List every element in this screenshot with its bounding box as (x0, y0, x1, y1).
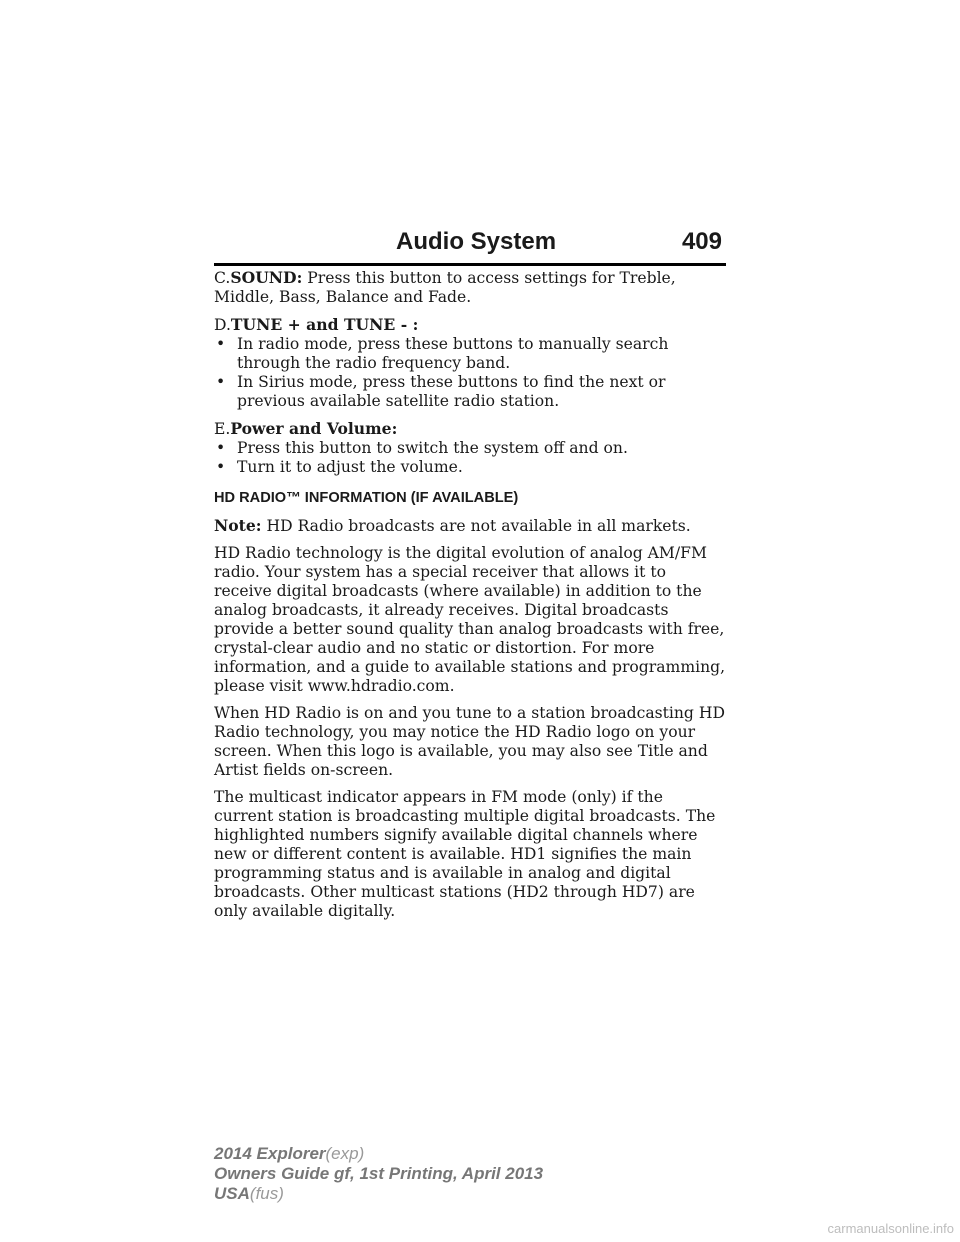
item-c (214, 268, 726, 307)
list-item (214, 458, 726, 477)
note-text: HD Radio broadcasts are not available in all markets. (266, 517, 691, 535)
watermark: carmanualsonline.info (827, 1221, 954, 1236)
footer-line-3 (214, 1184, 543, 1204)
bullet-text: Turn it to adjust the volume. (237, 458, 463, 476)
section-title: Audio System (396, 228, 557, 255)
footer-market-code: (fus) (249, 1184, 284, 1203)
item-d (214, 315, 726, 335)
item-e-bullet-list (214, 439, 726, 477)
paragraph-hd-technology: HD Radio technology is the digital evolution of analog AM/FM radio. Your system has a special receiver that allows it to receive digital broadcasts (where available) in addition to the analog broadcasts, it already receives. Digital broadcasts provide a better sound quality than analog broadcasts with free, crystal-clear audio and no static or distortion. For more information, and a guide to available stations and programming, please visit www.hdradio.com. (214, 544, 726, 695)
item-c-letter: C. (214, 269, 231, 287)
note-label: Note: (214, 516, 262, 535)
paragraph-hd-logo: When HD Radio is on and you tune to a station broadcasting HD Radio technology, you may notice the HD Radio logo on your screen. When this logo is available, you may also see Title and Artist fields on-screen. (214, 704, 725, 779)
page-body (214, 268, 726, 929)
list-item (214, 335, 726, 373)
item-e (214, 419, 726, 439)
header-rule (214, 263, 726, 266)
item-d-bullet-list (214, 335, 726, 411)
footer-model: 2014 Explorer (214, 1144, 326, 1163)
footer-line-1 (214, 1144, 543, 1164)
item-d-letter: D. (214, 316, 231, 334)
bullet-text: Press this button to switch the system off and on. (237, 439, 628, 457)
page-footer (214, 1144, 543, 1204)
item-e-label: Power and Volume: (230, 419, 398, 438)
note (214, 516, 726, 536)
bullet-text: In Sirius mode, press these buttons to find the next or previous available satellite radio station. (237, 373, 666, 410)
bullet-icon: • (216, 373, 226, 391)
list-item (214, 439, 726, 458)
bullet-icon: • (216, 458, 226, 476)
hd-radio-heading: HD RADIO™ INFORMATION (IF AVAILABLE) (214, 490, 519, 506)
item-d-label: TUNE + and TUNE - : (230, 315, 419, 334)
bullet-text: In radio mode, press these buttons to manually search through the radio frequency band. (237, 335, 669, 372)
item-c-text: Press this button to access settings for Treble, Middle, Bass, Balance and Fade. (214, 269, 676, 306)
paragraph-multicast: The multicast indicator appears in FM mode (only) if the current station is broadcasting multiple digital broadcasts. The highlighted numbers signify available digital channels where new or different content is available. HD1 signifies the main programming status and is available in analog and digital broadcasts. Other multicast stations (HD2 through HD7) are only available digitally. (214, 788, 716, 920)
bullet-icon: • (216, 439, 226, 457)
item-c-label: SOUND: (230, 268, 303, 287)
bullet-icon: • (216, 335, 226, 353)
footer-line-2: Owners Guide gf, 1st Printing, April 2013 (214, 1164, 544, 1183)
list-item (214, 373, 726, 411)
footer-model-code: (exp) (325, 1144, 365, 1163)
page-header (214, 228, 724, 266)
page-number: 409 (681, 228, 722, 255)
item-e-letter: E. (214, 420, 231, 438)
footer-market: USA (214, 1184, 250, 1203)
